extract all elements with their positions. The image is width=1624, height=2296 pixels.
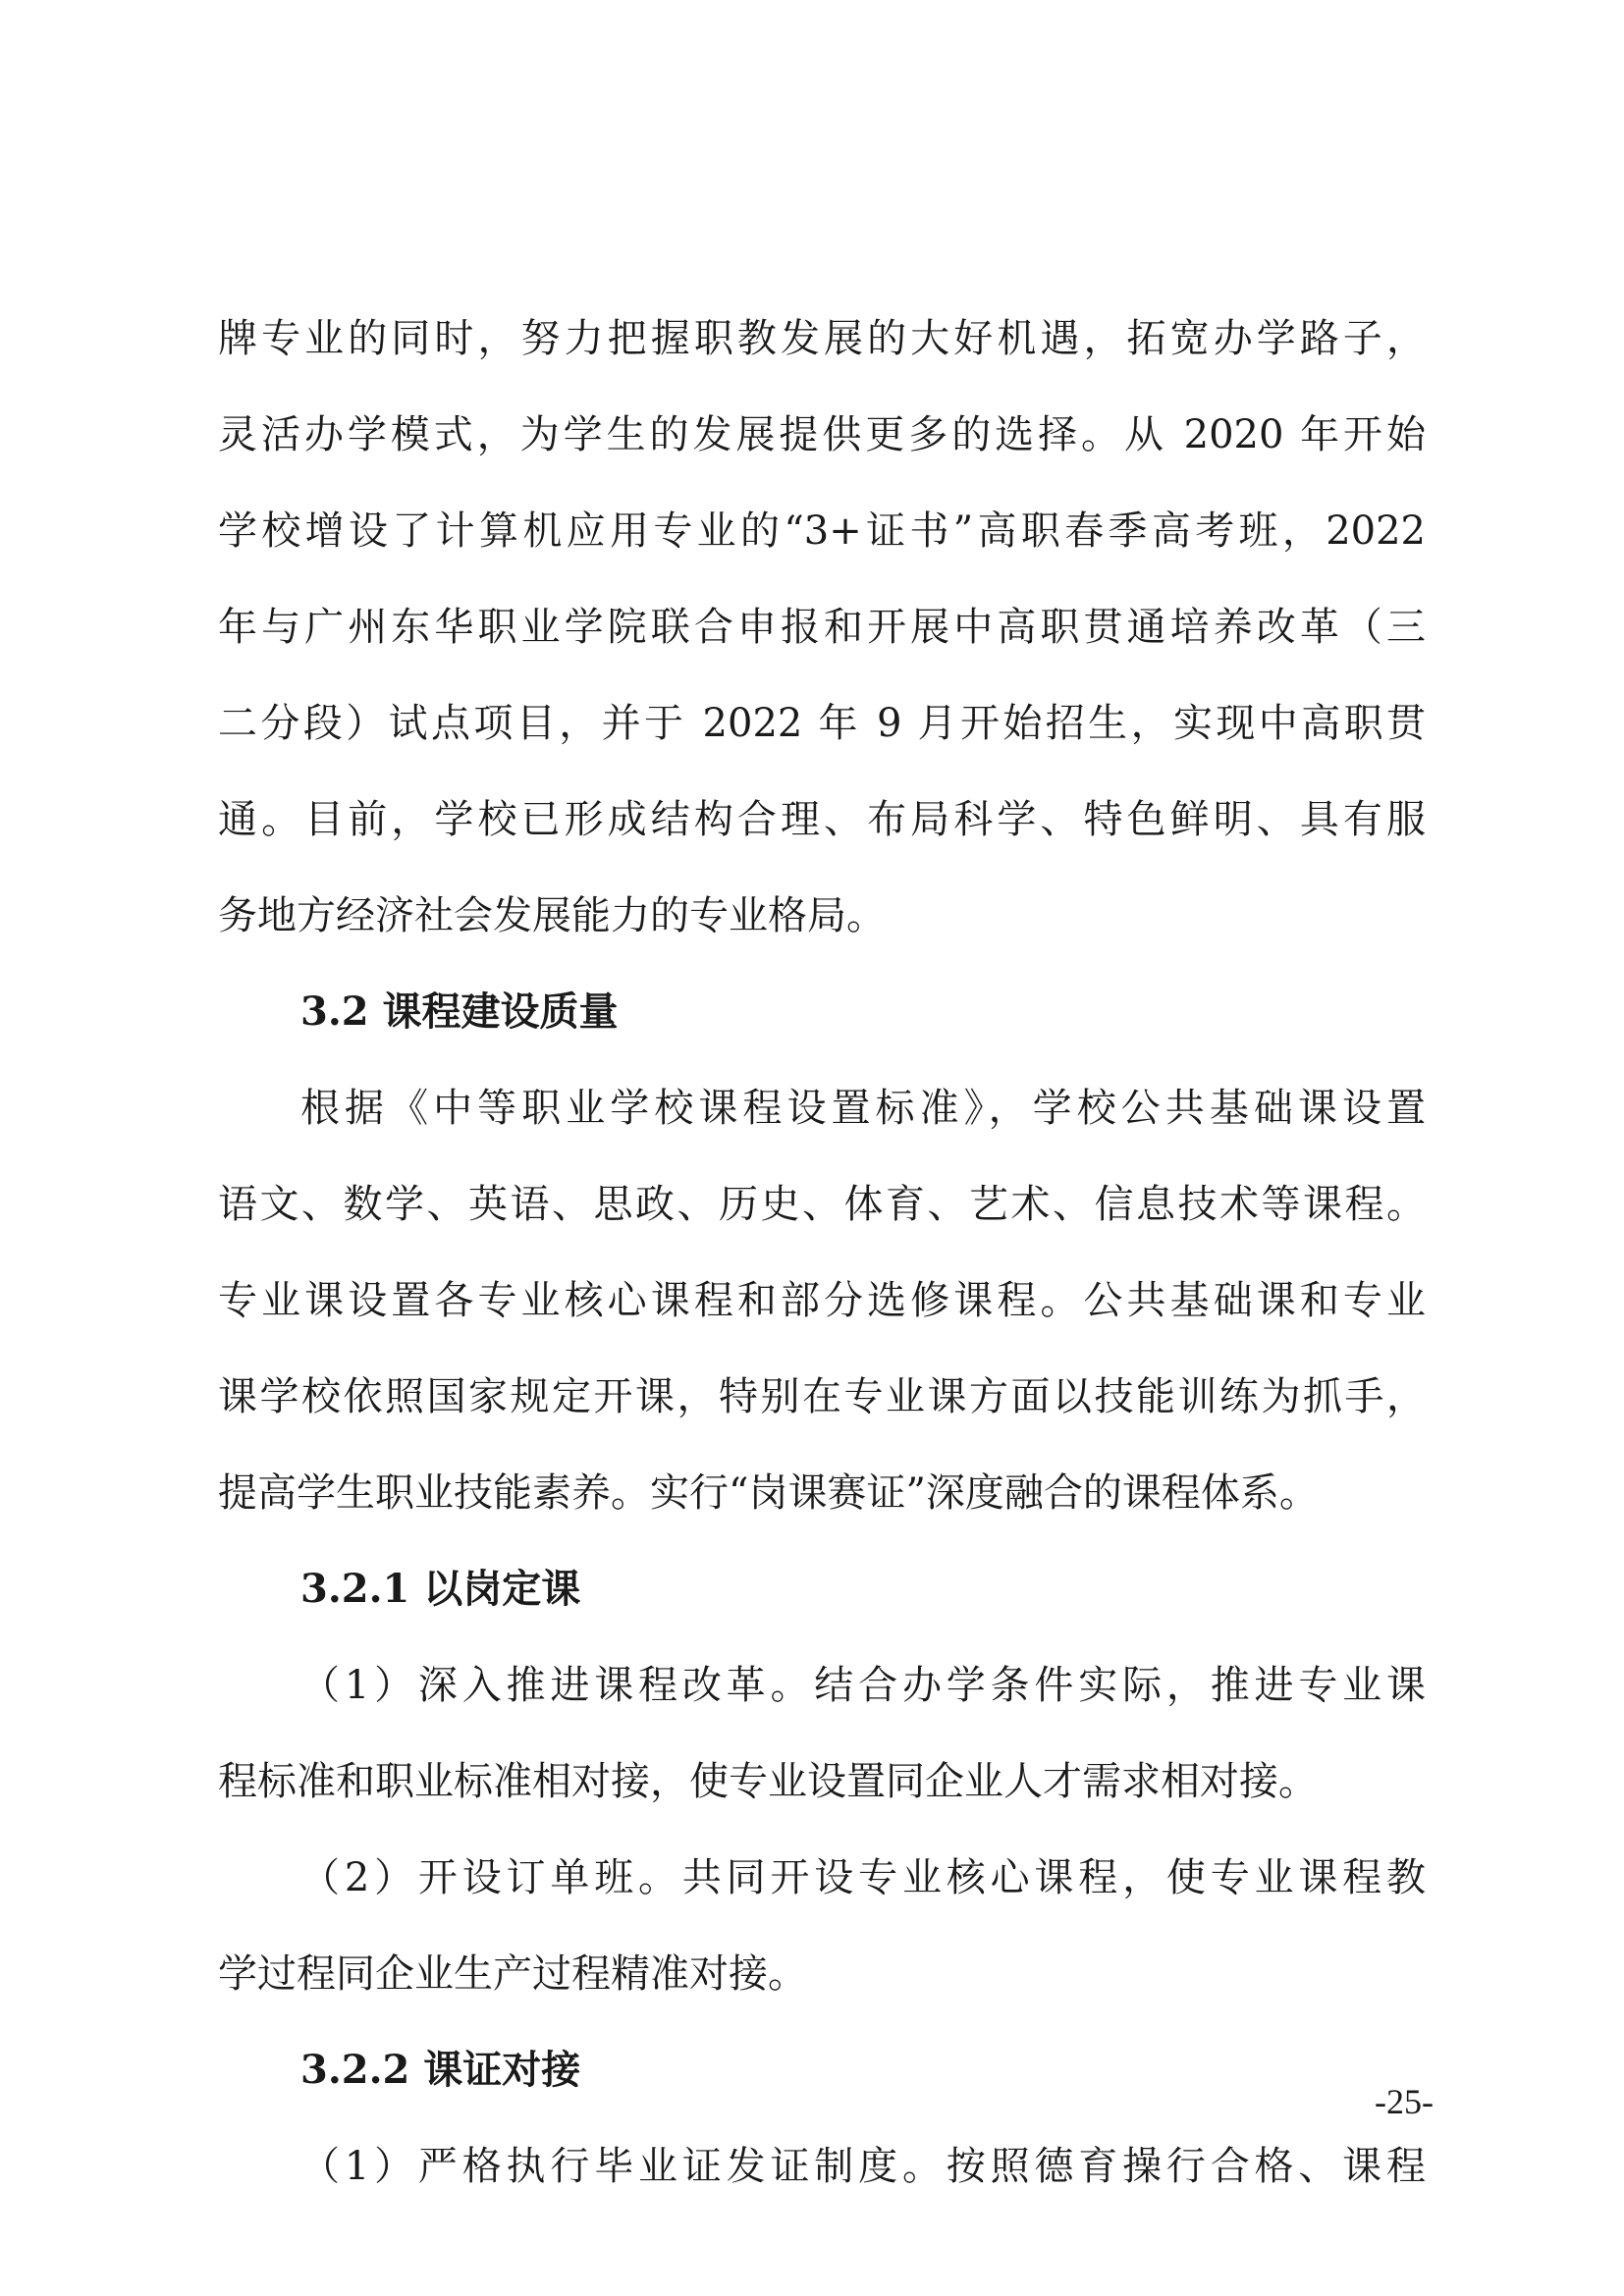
list-item-line: 程标准和职业标准相对接，使专业设置同企业人才需求相对接。 <box>218 1759 1318 1804</box>
paragraph-line: 学校增设了计算机应用专业的“3+证书”高职春季高考班，2022 <box>218 508 1426 554</box>
paragraph-line: 提高学生职业技能素养。实行“岗课赛证”深度融合的课程体系。 <box>218 1470 1319 1516</box>
paragraph-line: 二分段）试点项目，并于 2022 年 9 月开始招生，实现中高职贯 <box>218 701 1426 746</box>
paragraph-line: 专业课设置各专业核心课程和部分选修课程。公共基础课和专业 <box>218 1278 1426 1323</box>
body-text <box>218 291 1426 2215</box>
list-item-line: （1）深入推进课程改革。结合办学条件实际，推进专业课 <box>300 1663 1426 1708</box>
paragraph-line: 灵活办学模式，为学生的发展提供更多的选择。从 2020 年开始 <box>218 412 1426 457</box>
paragraph-line: 牌专业的同时，努力把握职教发展的大好机遇，拓宽办学路子， <box>218 316 1426 361</box>
paragraph-line: 语文、数学、英语、思政、历史、体育、艺术、信息技术等课程。 <box>218 1182 1426 1227</box>
paragraph-line: 课学校依照国家规定开课，特别在专业课方面以技能训练为抓手， <box>218 1374 1426 1419</box>
paragraph-line: 务地方经济社会发展能力的专业格局。 <box>218 893 886 938</box>
page-number: -25- <box>1375 2082 1434 2121</box>
list-item-line: （1）严格执行毕业证发证制度。按照德育操行合格、课程 <box>300 2144 1426 2189</box>
section-heading-3-2: 3.2 课程建设质量 <box>300 988 619 1035</box>
list-item-line: （2）开设订单班。共同开设专业核心课程，使专业课程教 <box>300 1855 1426 1900</box>
section-heading-3-2-1: 3.2.1 以岗定课 <box>300 1566 581 1612</box>
list-item-line: 学过程同企业生产过程精准对接。 <box>218 1951 807 1997</box>
paragraph-line: 根据《中等职业学校课程设置标准》，学校公共基础课设置 <box>300 1086 1426 1131</box>
paragraph-line: 通。目前，学校已形成结构合理、布局科学、特色鲜明、具有服 <box>218 797 1426 842</box>
paragraph-line: 年与广州东华职业学院联合申报和开展中高职贯通培养改革（三 <box>218 605 1426 650</box>
section-heading-3-2-2: 3.2.2 课证对接 <box>300 2047 581 2093</box>
